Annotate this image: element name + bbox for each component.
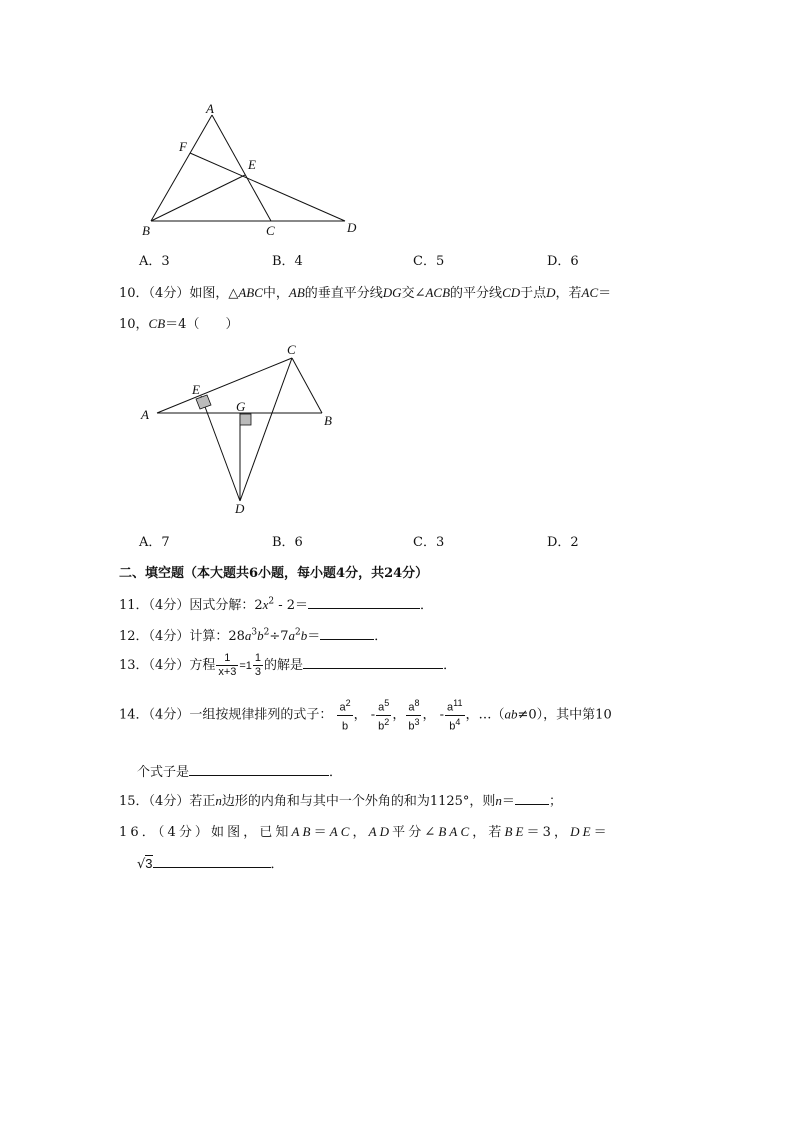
q9-option-a: A．3	[139, 254, 170, 269]
q9-option-b: B．4	[272, 254, 303, 269]
q14-term-4: $\frac{a^{11}}{b^4}$	[447, 698, 463, 733]
label-A2: A	[141, 407, 149, 422]
figure-triangle-1	[135, 98, 365, 243]
q15-answer-blank[interactable]	[515, 792, 549, 805]
label-F: F	[179, 139, 187, 154]
q14-answer-blank[interactable]	[189, 763, 329, 776]
q10-option-a: A．7	[139, 535, 170, 550]
label-A: A	[206, 101, 214, 116]
q14-line1: 14．（4分）一组按规律排列的式子： $\frac{a^2}{b}$ ， - $\frac{a^5}{b^2}$ ， $\frac{a^8}{b^3}$ ， - $\frac{a^{11}}{b^4}$ ，…（ab≠0），其中第10	[119, 698, 612, 733]
q16-line1: 16．（4分）如图，已知AB＝AC，AD平分∠BAC，若BE＝3，DE＝	[119, 824, 610, 840]
label-G2: G	[236, 399, 246, 414]
q10-option-d: D．2	[547, 535, 579, 550]
q14-term-1: $\frac{a^2}{b}$	[339, 698, 351, 733]
label-E: E	[248, 157, 256, 172]
q11: 11．（4分）因式分解：$2x^2 - 2=$ ．	[119, 596, 434, 613]
q14-term-2: $\frac{a^5}{b^2}$	[378, 698, 390, 733]
q10-option-b: B．6	[272, 535, 303, 550]
q10-line2: 10，CB＝4（ ）	[119, 316, 239, 332]
q13-mixed-fraction: $\frac{1}{3}$	[254, 652, 262, 678]
q13: 13．（4分）方程 $\frac{1}{x+3}$ =1 $\frac{1}{3}$ 的解是 ．	[119, 652, 457, 678]
label-D: D	[347, 220, 357, 235]
q12: 12．（4分）计算：$28a^3b^2\div 7a^2b=$ ．	[119, 627, 388, 644]
q9-option-d: D．6	[547, 254, 579, 269]
q13-fraction: $\frac{1}{x+3}$	[218, 652, 237, 678]
label-D2: D	[235, 501, 245, 516]
q9-option-c: C．5	[413, 254, 445, 269]
sqrt-sign: √	[137, 857, 146, 872]
label-C2: C	[287, 342, 296, 357]
q14-line2: 个式子是 ．	[137, 765, 343, 780]
label-B2: B	[324, 413, 332, 428]
q13-answer-blank[interactable]	[303, 656, 443, 669]
q12-answer-blank[interactable]	[320, 627, 374, 640]
q15: 15．（4分）若正n边形的内角和与其中一个外角的和为1125°，则n＝ ；	[119, 793, 562, 809]
label-C: C	[266, 223, 275, 238]
q11-answer-blank[interactable]	[308, 596, 420, 609]
q16-answer-blank[interactable]	[153, 855, 271, 868]
q14-term-3: $\frac{a^8}{b^3}$	[408, 698, 420, 733]
label-E2: E	[192, 382, 200, 397]
q10-option-c: C．3	[413, 535, 445, 550]
q16-line2: √3 ．	[137, 856, 284, 872]
q10-line1: 10．（4分）如图，△ABC中，AB的垂直平分线DG交∠ACB的平分线CD于点D，若AC＝	[119, 285, 612, 301]
figure-triangle-2	[135, 338, 345, 518]
label-B: B	[142, 223, 150, 238]
section-2-title: 二、填空题（本大题共6小题，每小题4分，共24分）	[119, 566, 429, 581]
